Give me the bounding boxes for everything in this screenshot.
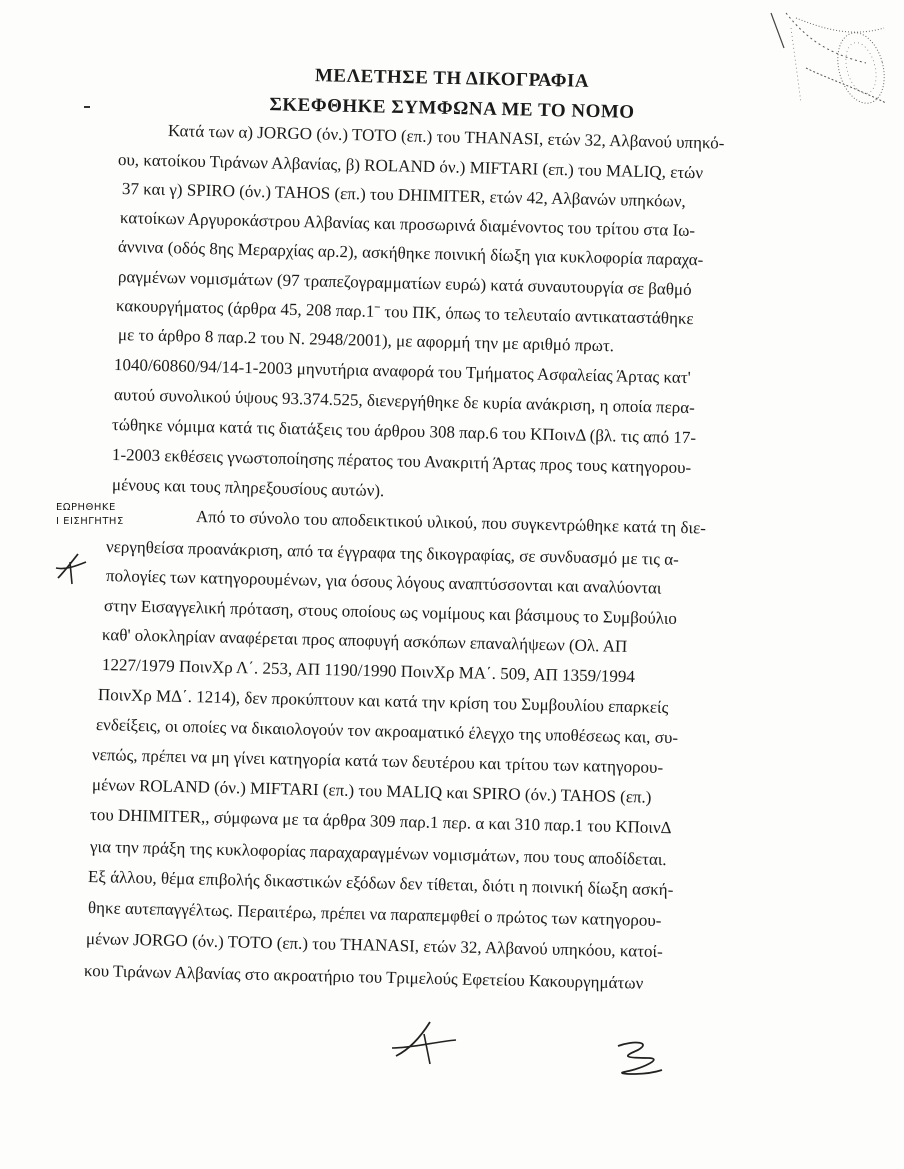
body-line-14: Από το σύνολο του αποδεικτικού υλικού, που συγκεντρώθηκε κατά τη διε- [195,507,707,538]
body-line-28: μένων JORGO (όν.) TOTO (επ.) του THANASI, ετών 32, Αλβανού υπηκόου, κατοί- [85,929,663,962]
signature-left-icon [390,1018,460,1068]
body-line-8: με το άρθρο 8 παρ.2 του Ν. 2948/2001), με αφορμή την με αριθμό πρωτ. [117,325,615,356]
body-line-13: μένους και τους πληρεξουσίους αυτών). [111,475,385,501]
body-line-23: μένων ROLAND (όν.) MIFTARI (επ.) του MALIQ και SPIRO (όν.) TAHOS (επ.) [91,775,652,807]
body-line-12: 1-2003 εκθέσεις γνωστοποίησης πέρατος του Ανακριτή Άρτας προς τους κατηγορου- [111,445,692,478]
body-line-4: κατοίκων Αργυροκάστρου Αλβανίας και προσωρινά διαμένοντος του τρίτου στα Ιω- [119,208,696,241]
body-line-1: Κατά των α) JORGO (όν.) TOTO (επ.) του THANASI, ετών 32, Αλβανού υπηκό- [167,121,725,153]
body-line-7: κακουργήματος (άρθρα 45, 208 παρ.1ˉ του ΠΚ, όπως το τελευταίο αντικαταστάθηκε [115,296,694,329]
heading-line-1: ΜΕΛΕΤΗΣΕ ΤΗ ΔΙΚΟΓΡΑΦΙΑ [314,65,590,92]
body-line-24: του DHIMITER,, σύμφωνα με τα άρθρα 309 παρ.1 περ. α και 310 παρ.1 του ΚΠοινΔ [89,805,672,838]
margin-handwritten-mark-icon [52,550,92,586]
body-line-22: νεπώς, πρέπει να μη γίνει κατηγορία κατά των δευτέρου και τρίτου των κατηγορου- [91,745,664,777]
margin-note-line-2: Ι ΕΙΣΗΓΗΤΗΣ [56,516,124,527]
body-line-16: πολογίες των κατηγορουμένων, για όσους λόγους αναπτύσσονται και αναλύονται [105,566,662,598]
official-stamp-icon [766,8,896,118]
body-line-10: αυτού συνολικού ύψους 93.374.525, διενεργήθηκε δε κυρία ανάκριση, η οποία περα- [113,385,696,418]
body-line-5: άννινα (οδός 8ης Μεραρχίας αρ.2), ασκήθηκε ποινική δίωξη για κυκλοφορία παραχα- [117,237,704,270]
body-line-2: ου, κατοίκου Τιράνων Αλβανίας, β) ROLAND όν.) MIFTARI (επ.) του MALIQ, ετών [117,150,704,183]
body-line-18: καθ' ολοκληρίαν αναφέρεται προς αποφυγή ασκόπων επαναλήψεων (Ολ. ΑΠ [101,625,628,656]
body-line-3: 37 και γ) SPIRO (όν.) TAHOS (επ.) του DHIMITER, ετών 42, Αλβανών υπηκόων, [121,179,687,211]
body-line-20: ΠοινΧρ ΜΔ΄. 1214), δεν προκύπτουν και κατά την κρίση του Συμβουλίου επαρκείς [97,685,669,717]
signature-right-icon [604,1036,674,1086]
body-line-29: κου Τιράνων Αλβανίας στο ακροατήριο του Τριμελούς Εφετείου Κακουργημάτων [83,961,644,993]
body-line-21: ενδείξεις, οι οποίες να δικαιολογούν τον ακροαματικό έλεγχο της υποθέσεως και, συ- [95,715,679,748]
body-line-19: 1227/1979 ΠοινΧρ Λ΄. 253, ΑΠ 1190/1990 ΠοινΧρ ΜΑ΄. 509, ΑΠ 1359/1994 [101,655,636,687]
body-line-25: για την πράξη της κυκλοφορίας παραχαραγμένων νομισμάτων, που τους αποδίδεται. [89,837,667,870]
body-line-26: Εξ άλλου, θέμα επιβολής δικαστικών εξόδων δεν τίθεται, διότι η ποινική δίωξη ασκή- [87,867,674,900]
body-line-9: 1040/60860/94/14-1-2003 μηνυτήρια αναφορά του Τμήματος Ασφαλείας Άρτας κατ' [113,355,691,388]
body-line-17: στην Εισαγγελική πρόταση, στους οποίους ως νομίμους και βάσιμους το Συμβούλιο [103,596,678,628]
heading-line-2: ΣΚΕΦΘΗΚΕ ΣΥΜΦΩΝΑ ΜΕ ΤΟ ΝΟΜΟ [269,94,635,123]
body-line-27: θηκε αυτεπαγγέλτως. Περαιτέρω, πρέπει να παραπεμφθεί ο πρώτος των κατηγορου- [87,898,662,931]
body-line-6: ραγμένων νομισμάτων (97 τραπεζογραμματίων ευρώ) κατά συναυτουργία σε βαθμό [117,267,692,300]
margin-note-line-1: ΕΩΡΗΘΗΚΕ [56,502,116,513]
body-line-15: νεργηθείσα προανάκριση, από τα έγγραφα της δικογραφίας, σε συνδυασμό με τις α- [105,537,680,569]
body-line-11: τώθηκε νόμιμα κατά τις διατάξεις του άρθρου 308 παρ.6 του ΚΠοινΔ (βλ. τις από 17- [111,415,697,448]
